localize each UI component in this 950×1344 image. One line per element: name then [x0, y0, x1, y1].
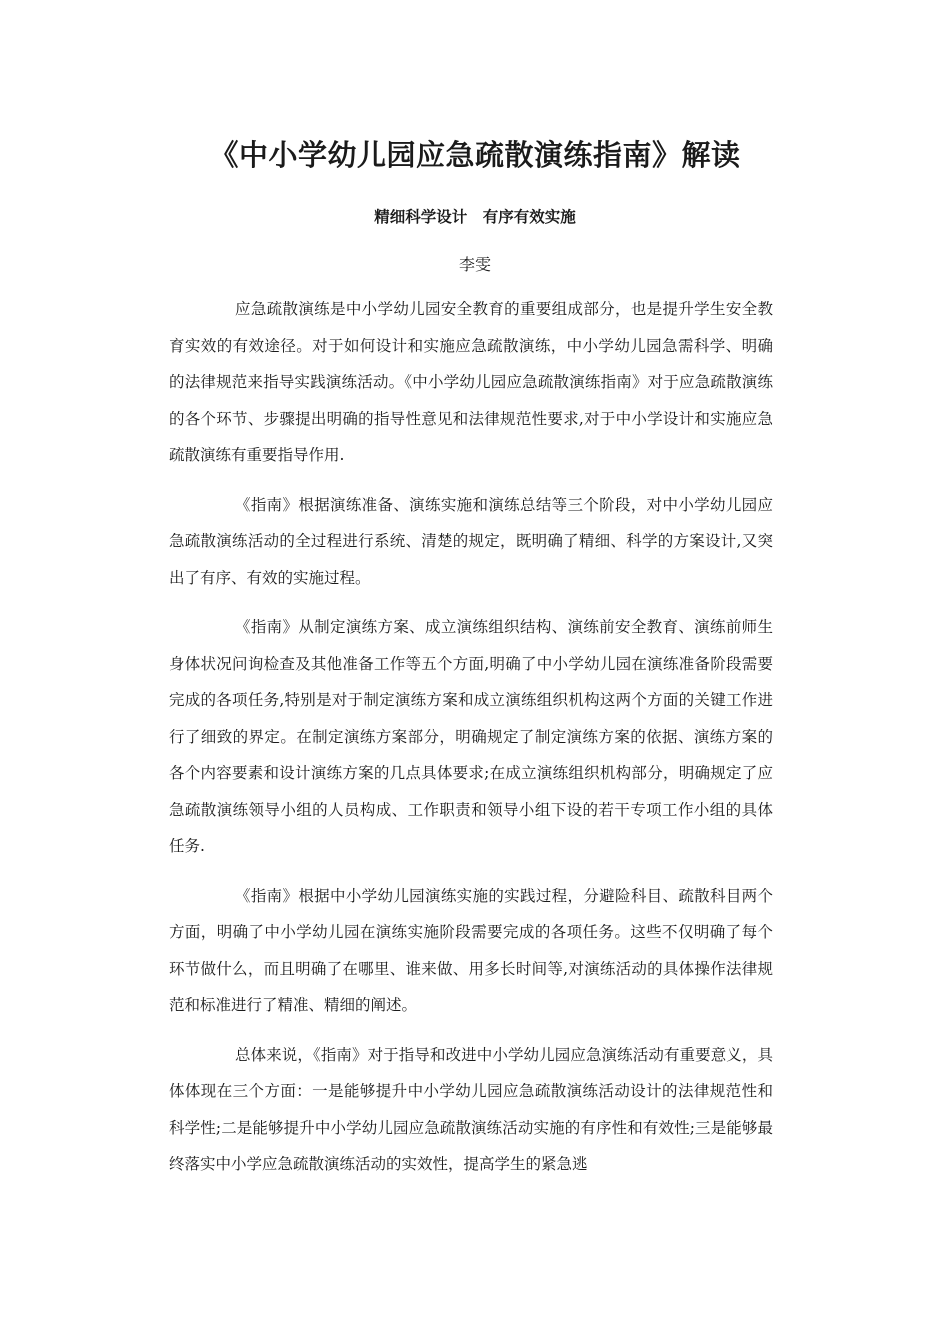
- paragraph-5: 总体来说，《指南》对于指导和改进中小学幼儿园应急演练活动有重要意义，具体体现在三个方面：一是能够提升中小学幼儿园应急疏散演练活动设计的法律规范性和科学性;二是能够提升中小学幼儿园应急疏散演练活动实施的有序性和有效性;三是能够最终落实中小学应急疏散演练活动的实效性，提高学生的紧急逃: [169, 1045, 773, 1173]
- author-name: 李雯: [458, 255, 491, 274]
- document-title: 《中小学幼儿园应急疏散演练指南》解读: [209, 138, 741, 172]
- paragraph-2: 《指南》根据演练准备、演练实施和演练总结等三个阶段，对中小学幼儿园应急疏散演练活动的全过程进行系统、清楚的规定，既明确了精细、科学的方案设计,又突出了有序、有效的实施过程。: [169, 495, 773, 587]
- paragraph-3: 《指南》从制定演练方案、成立演练组织结构、演练前安全教育、演练前师生身体状况问询检查及其他准备工作等五个方面,明确了中小学幼儿园在演练准备阶段需要完成的各项任务,特别是对于制定演练方案和成立演练组织机构这两个方面的关键工作进行了细致的界定。在制定演练方案部分，明确规定了制定演练方案的依据、演练方案的各个内容要素和设计演练方案的几点具体要求;在成立演练组织机构部分，明确规定了应急疏散演练领导小组的人员构成、工作职责和领导小组下设的若干专项工作小组的具体任务.: [169, 618, 773, 855]
- document-subtitle: 精细科学设计 有序有效实施: [374, 208, 576, 226]
- article-body: [169, 291, 773, 1196]
- paragraph-1: 应急疏散演练是中小学幼儿园安全教育的重要组成部分，也是提升学生安全教育实效的有效途径。对于如何设计和实施应急疏散演练，中小学幼儿园急需科学、明确的法律规范来指导实践演练活动。《中小学幼儿园应急疏散演练指南》对于应急疏散演练的各个环节、步骤提出明确的指导性意见和法律规范性要求,对于中小学设计和实施应急疏散演练有重要指导作用.: [169, 300, 773, 464]
- paragraph-4: 《指南》根据中小学幼儿园演练实施的实践过程，分避险科目、疏散科目两个方面，明确了中小学幼儿园在演练实施阶段需要完成的各项任务。这些不仅明确了每个环节做什么，而且明确了在哪里、谁来做、用多长时间等,对演练活动的具体操作法律规范和标准进行了精准、精细的阐述。: [169, 886, 773, 1014]
